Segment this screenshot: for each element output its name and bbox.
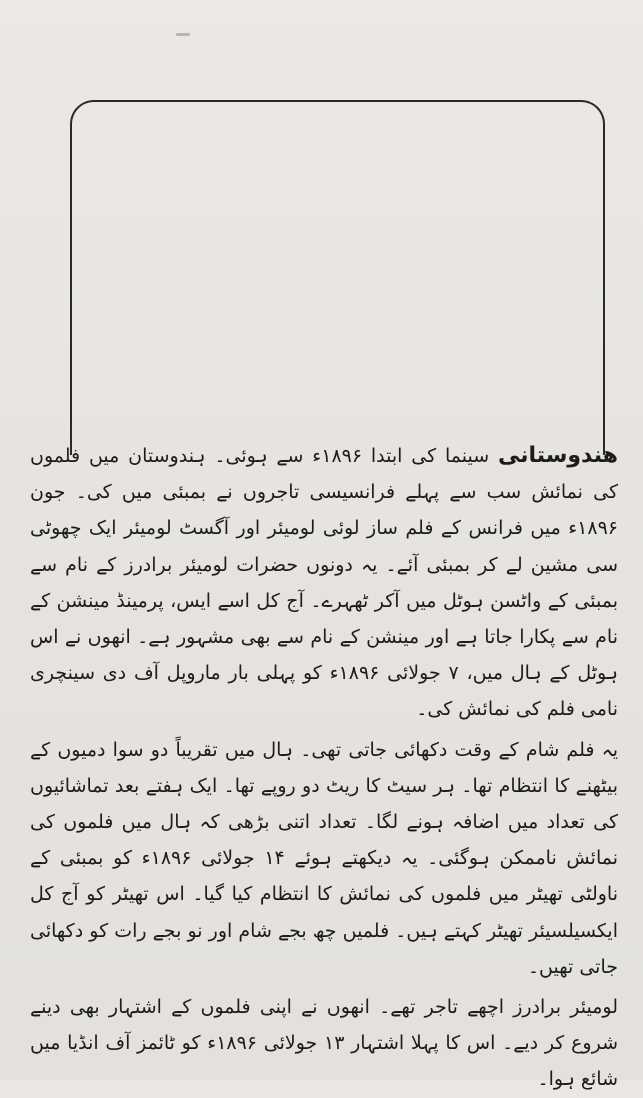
- paragraph-3-text: لومیئر برادرز اچھے تاجر تھے۔ انھوں نے اپنی فلموں کے اشتہار بھی دینے شروع کر دیے۔ اس کا پہلا اشتہار ۱۳ جولائی ۱۸۹۶ء کو ٹائمز آف انڈیا میں شائع ہوا۔: [30, 996, 618, 1091]
- paragraph-2: [30, 732, 618, 985]
- paragraph-1: [30, 438, 618, 728]
- article-body: [30, 438, 618, 1098]
- paragraph-1-text: سینما کی ابتدا ۱۸۹۶ء سے ہوئی۔ ہندوستان میں فلموں کی نمائش سب سے پہلے فرانسیسی تاجروں نے بمبئی میں کی۔ جون ۱۸۹۶ء میں فرانس کے فلم ساز لوئی لومیئر اور آگسٹ لومیئر ایک چھوٹی سی مشین لے کر بمبئی آئے۔ یہ دونوں حضرات لومیئر برادرز کے نام سے بمبئی کے واٹسن ہوٹل میں آکر ٹھہرے۔ آج کل اسے ایس، پرمینڈ مینشن کے نام سے پکارا جاتا ہے اور مینشن کے نام سے بھی مشہور ہے۔ انھوں نے اس ہوٹل کے ہال میں، ۷ جولائی ۱۸۹۶ء کو پہلی بار ماروپل آف دی سینچری نامی فلم کی نمائش کی۔: [30, 445, 618, 721]
- paragraph-2-text: یہ فلم شام کے وقت دکھائی جاتی تھی۔ ہال میں تقریباً دو سوا دمیوں کے بیٹھنے کا انتظام تھا۔ ہر سیٹ کا ریٹ دو روپے تھا۔ ایک ہفتے بعد تماشائیوں کی تعداد میں اضافہ ہونے لگا۔ تعداد اتنی بڑھی کہ ہال میں فلموں کی نمائش ناممکن ہوگئی۔ یہ دیکھتے ہوئے ۱۴ جولائی ۱۸۹۶ء کو بمبئی کے ناولٹی تھیٹر میں فلموں کی نمائش کا انتظام کیا گیا۔ اس تھیٹر کو آج کل ایکسیلسیئر تھیٹر کہتے ہیں۔ فلمیں چھ بجے شام اور نو بجے رات کو دکھائی جاتی تھیں۔: [30, 738, 619, 978]
- page-blemish: [176, 33, 190, 36]
- lead-word: هندوستانی: [497, 443, 618, 468]
- paragraph-3: [30, 989, 618, 1098]
- photo-placeholder-frame: [70, 100, 605, 455]
